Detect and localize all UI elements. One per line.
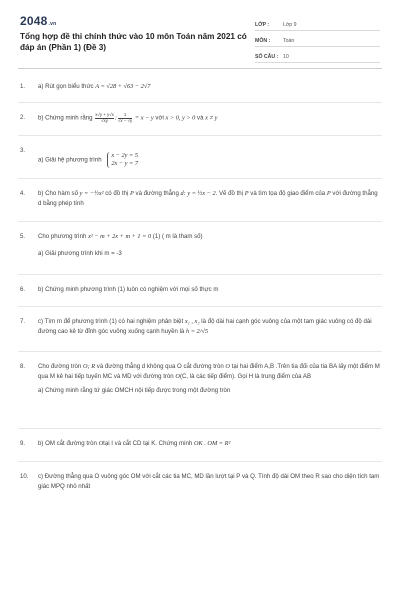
question-number: 10. — [20, 473, 29, 480]
question-1: 1. a) Rút gọn biểu thức A = √28 + √63 − 2√7 — [20, 83, 151, 90]
question-number: 7. — [20, 318, 26, 325]
question-separator — [18, 135, 382, 136]
question-7: 7. c) Tìm m để phương trình (1) có hai nghiệm phân biệt x₁ , x₂ là độ dài hai cạnh góc vuông của một tam giác vuông có độ dài đường cao kẻ từ đỉnh góc vuông xuống cạnh huyền là h = 2/√5 — [20, 318, 372, 335]
question-separator — [18, 102, 382, 103]
document-meta — [255, 15, 380, 63]
document-title: Tổng hợp đề thi chính thức vào 10 môn Toán năm 2021 có đáp án (Phần 1) (Đề 3) — [20, 32, 247, 52]
question-separator — [18, 274, 382, 275]
question-6: 6. b) Chứng minh phương trình (1) luôn có nghiệm với mọi số thực m — [20, 286, 219, 293]
question-number: 2. — [20, 114, 26, 121]
meta-question-count: SỐ CÂU : 10 — [255, 47, 380, 63]
question-number: 5. — [20, 233, 26, 240]
question-2: 2. b) Chứng minh rằng $\frac{x√y + y√x}{√xy}$ : $\frac{1}{√x - √y}$ = x − y với x > 0, y > 0 và x ≠ y — [20, 112, 218, 123]
question-separator — [18, 306, 382, 307]
question-5: 5. Cho phương trình x² − m + 2x + m + 1 = 0 (1) ( m là tham số) a) Giải phương trình khi m = -3 — [20, 232, 380, 258]
math-fraction: $\frac{1}{√x - √y}$ — [117, 112, 133, 123]
question-separator — [18, 221, 382, 222]
question-number: 8. — [20, 363, 26, 370]
question-number: 9. — [20, 440, 26, 447]
meta-subject: MÔN : Toán — [255, 31, 380, 47]
sub-question: a) Chứng minh rằng tứ giác OMCH nội tiếp được trong một đường tròn — [38, 387, 231, 394]
question-separator — [18, 351, 382, 352]
equation-system: x − 2y = 5 2x − y = 7 — [107, 152, 138, 168]
question-3: 3. a) Giải hệ phương trình x − 2y = 5 2x − y = 7 — [20, 147, 139, 167]
math-fraction: $\frac{x√y + y√x}{√xy}$ — [95, 112, 114, 123]
site-logo[interactable]: 2048.vn — [20, 14, 57, 28]
question-number: 4. — [20, 190, 26, 197]
math-expression: A = √28 + √63 − 2√7 — [95, 83, 151, 90]
question-separator — [18, 178, 382, 179]
question-4: 4. b) Cho hàm số y = −½x² có đồ thị P và đường thẳng d: y = ½x − 2. Vẽ đồ thị P và tìm tọa độ giao điểm của P với đường thẳng d bằng phép tính — [20, 190, 378, 207]
question-number: 6. — [20, 286, 26, 293]
question-number: 3. — [20, 147, 26, 154]
header-divider — [18, 68, 382, 69]
sub-question: a) Giải phương trình khi m = -3 — [38, 249, 122, 257]
question-9: 9. b) OM cắt đường tròn Otại I và cắt CD tại K. Chứng minh OK . OM = R² — [20, 440, 231, 447]
question-8: 8. Cho đường tròn O; R và đường thẳng d không qua O cắt đường tròn O tại hai điểm A,B .Trên tia đối của tia BA lấy một điểm M qua M kẻ hai tiếp tuyến MC và MD với đường tròn O(C, là các tiếp điểm). Gọi H là trung điểm của AB a) Chứng minh rằng tứ giác OMCH nội tiếp được trong một đường tròn — [20, 363, 380, 394]
question-10: 10. c) Đường thẳng qua O vuông góc OM với cắt các tia MC, MD lần lượt tại P và Q. Tính độ dài OM theo R sao cho diện tích tam giác MPQ nhỏ nhất — [20, 473, 380, 490]
question-number: 1. — [20, 83, 26, 90]
meta-class: LỚP : Lớp 9 — [255, 15, 380, 31]
question-separator — [18, 461, 382, 462]
question-separator — [18, 428, 382, 429]
